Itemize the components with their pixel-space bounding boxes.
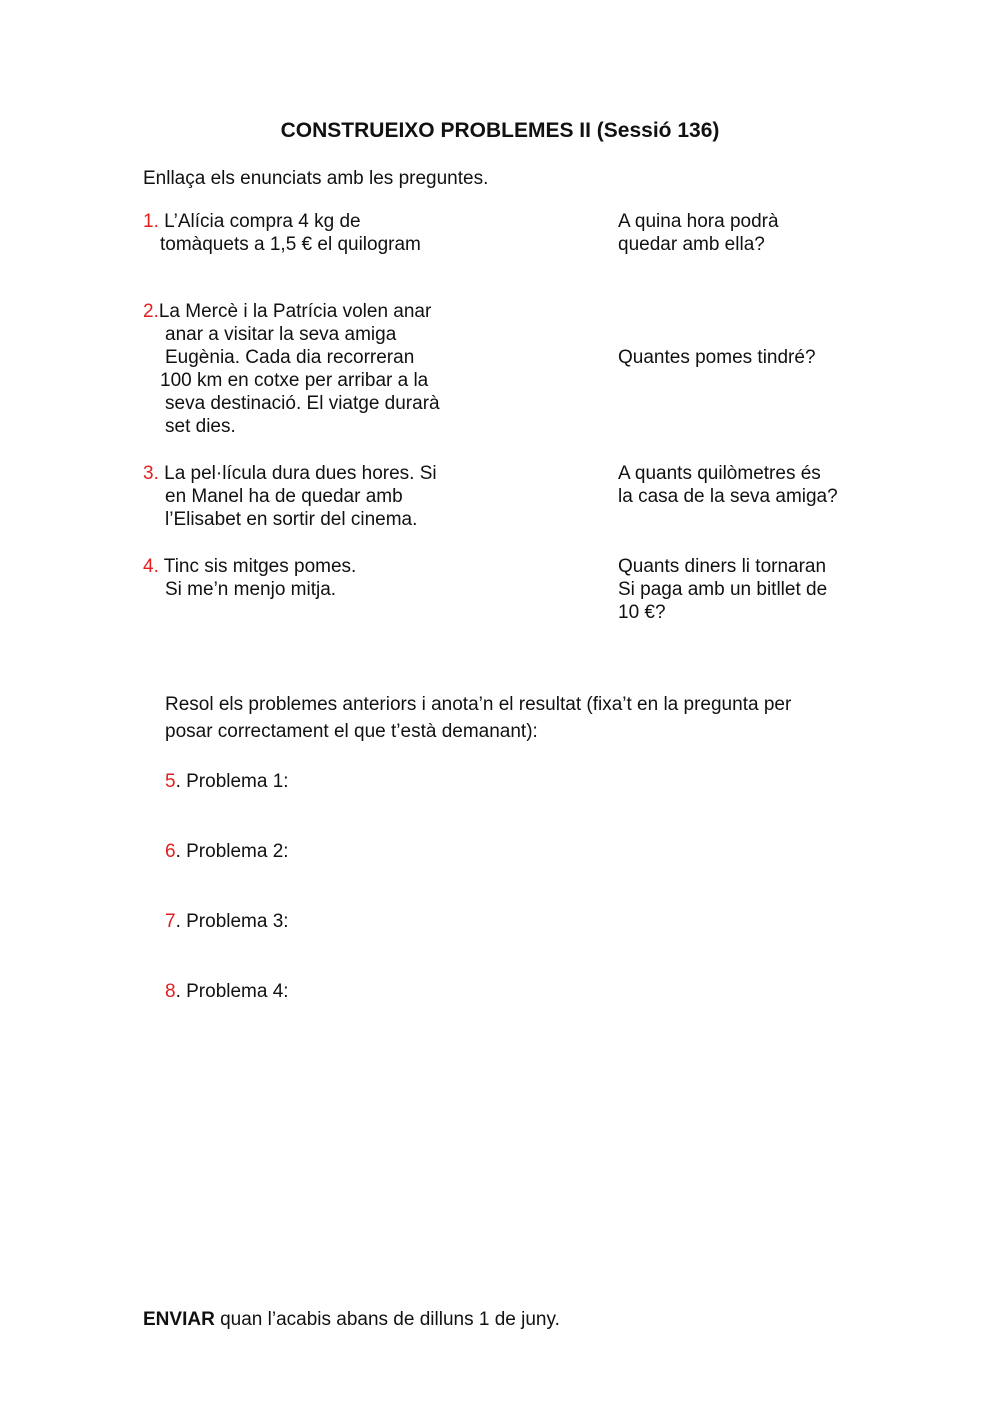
statement-line: Tinc sis mitges pomes. xyxy=(163,556,357,577)
question-line: A quina hora podrà xyxy=(618,211,779,232)
result-item-4 xyxy=(165,980,289,1003)
result-item-1 xyxy=(165,770,289,793)
result-number: 8 xyxy=(165,981,176,1002)
results-instruction-line: posar correctament el que t’està demanant): xyxy=(165,721,538,742)
question-2 xyxy=(618,346,816,369)
statement-number: 1. xyxy=(143,211,159,232)
question-line: quedar amb ella? xyxy=(618,234,765,255)
result-label: . Problema 4: xyxy=(175,981,289,1002)
statement-line: 100 km en cotxe per arribar a la xyxy=(160,370,429,391)
result-number: 6 xyxy=(165,841,176,862)
result-item-2 xyxy=(165,840,289,863)
question-line: Si paga amb un bitllet de xyxy=(618,579,828,600)
question-line: Quants diners li tornaran xyxy=(618,556,827,577)
statement-line: L’Alícia compra 4 kg de xyxy=(164,211,361,232)
question-line: la casa de la seva amiga? xyxy=(618,486,838,507)
statement-line: set dies. xyxy=(165,416,236,437)
question-4 xyxy=(618,555,827,624)
page-title: CONSTRUEIXO PROBLEMES II (Sessió 136) xyxy=(280,119,720,142)
statement-line: tomàquets a 1,5 € el quilogram xyxy=(160,234,421,255)
statement-line: Si me’n menjo mitja. xyxy=(165,579,337,600)
statement-2 xyxy=(143,300,440,438)
question-1 xyxy=(618,210,779,256)
results-instruction xyxy=(165,691,791,745)
instruction-text: Enllaça els enunciats amb les preguntes. xyxy=(143,168,489,189)
statement-line: La Mercè i la Patrícia volen anar xyxy=(158,301,432,322)
statement-line: l’Elisabet en sortir del cinema. xyxy=(165,509,418,530)
statement-4 xyxy=(143,555,356,601)
result-label: . Problema 2: xyxy=(175,841,289,862)
question-line: A quants quilòmetres és xyxy=(618,463,821,484)
result-label: . Problema 3: xyxy=(175,911,289,932)
statement-line: seva destinació. El viatge durarà xyxy=(165,393,440,414)
statement-line: anar a visitar la seva amiga xyxy=(165,324,397,345)
question-line: 10 €? xyxy=(618,602,666,623)
statement-number: 4. xyxy=(143,556,159,577)
result-number: 5 xyxy=(165,771,176,792)
footer-text: quan l’acabis abans de dilluns 1 de juny. xyxy=(214,1309,560,1330)
question-3 xyxy=(618,462,838,508)
statement-line: La pel·lícula dura dues hores. Si xyxy=(164,463,437,484)
statement-line: en Manel ha de quedar amb xyxy=(165,486,403,507)
results-instruction-line: Resol els problemes anteriors i anota’n el resultat (fixa’t en la pregunta per xyxy=(165,694,792,715)
result-item-3 xyxy=(165,910,289,933)
statement-number: 3. xyxy=(143,463,159,484)
footer-note xyxy=(143,1308,560,1331)
question-line: Quantes pomes tindré? xyxy=(618,347,816,368)
statement-number: 2. xyxy=(143,301,159,322)
statement-1 xyxy=(143,210,421,256)
result-number: 7 xyxy=(165,911,176,932)
statement-line: Eugènia. Cada dia recorreran xyxy=(165,347,415,368)
result-label: . Problema 1: xyxy=(175,771,289,792)
statement-3 xyxy=(143,462,437,531)
footer-bold: ENVIAR xyxy=(143,1309,215,1330)
